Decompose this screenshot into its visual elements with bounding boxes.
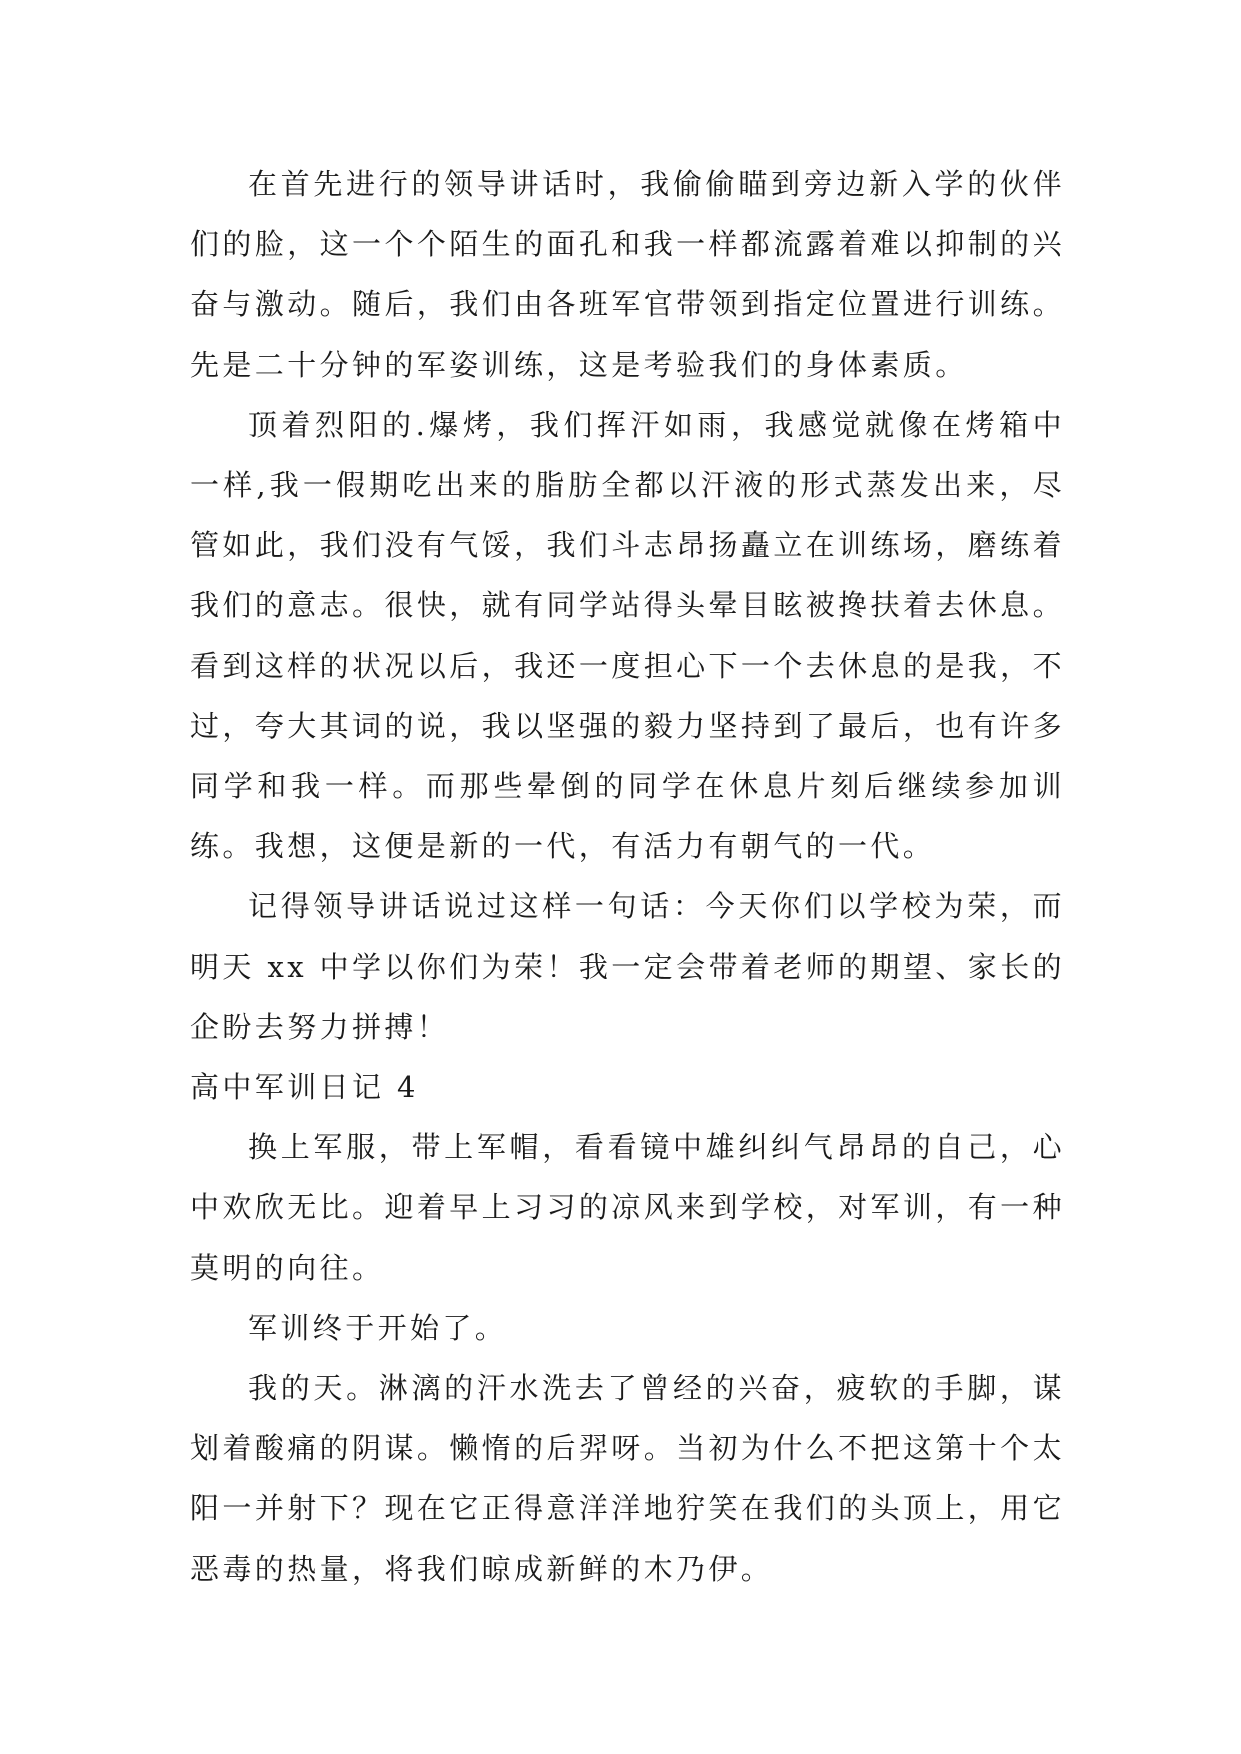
paragraph-sun-training: 顶着烈阳的.爆烤，我们挥汗如雨，我感觉就像在烤箱中一样,我一假期吃出来的脂肪全都以汗液的形式蒸发出来，尽管如此，我们没有气馁，我们斗志昂扬矗立在训练场，磨练着我们的意志。很快，就有同学站得头晕目眩被搀扶着去休息。看到这样的状况以后，我还一度担心下一个去休息的是我，不过，夸大其词的说，我以坚强的毅力坚持到了最后，也有许多同学和我一样。而那些晕倒的同学在休息片刻后继续参加训练。我想，这便是新的一代，有活力有朝气的一代。 <box>190 407 1065 864</box>
section-title: 高中军训日记 4 <box>190 1070 419 1105</box>
paragraph-school-pride: 记得领导讲话说过这样一句话：今天你们以学校为荣，而明天 xx 中学以你们为荣！我一定会带着老师的期望、家长的企盼去努力拼搏！ <box>190 889 1065 1044</box>
paragraph-uniform: 换上军服，带上军帽，看看镜中雄纠纠气昂昂的自己，心中欢欣无比。迎着早上习习的凉风来到学校，对军训，有一种莫明的向往。 <box>190 1130 1065 1285</box>
paragraph-leader-speech: 在首先进行的领导讲话时，我偷偷瞄到旁边新入学的伙伴们的脸，这一个个陌生的面孔和我一样都流露着难以抑制的兴奋与激动。随后，我们由各班军官带领到指定位置进行训练。先是二十分钟的军姿训练，这是考验我们的身体素质。 <box>190 167 1065 382</box>
paragraph-sweat: 我的天。淋漓的汗水洗去了曾经的兴奋，疲软的手脚，谋划着酸痛的阴谋。懒惰的后羿呀。当初为什么不把这第十个太阳一并射下？现在它正得意洋洋地狞笑在我们的头顶上，用它恶毒的热量，将我们晾成新鲜的木乃伊。 <box>190 1371 1065 1586</box>
document-body <box>190 154 1065 1599</box>
paragraph-training-begins: 军训终于开始了。 <box>248 1310 508 1345</box>
